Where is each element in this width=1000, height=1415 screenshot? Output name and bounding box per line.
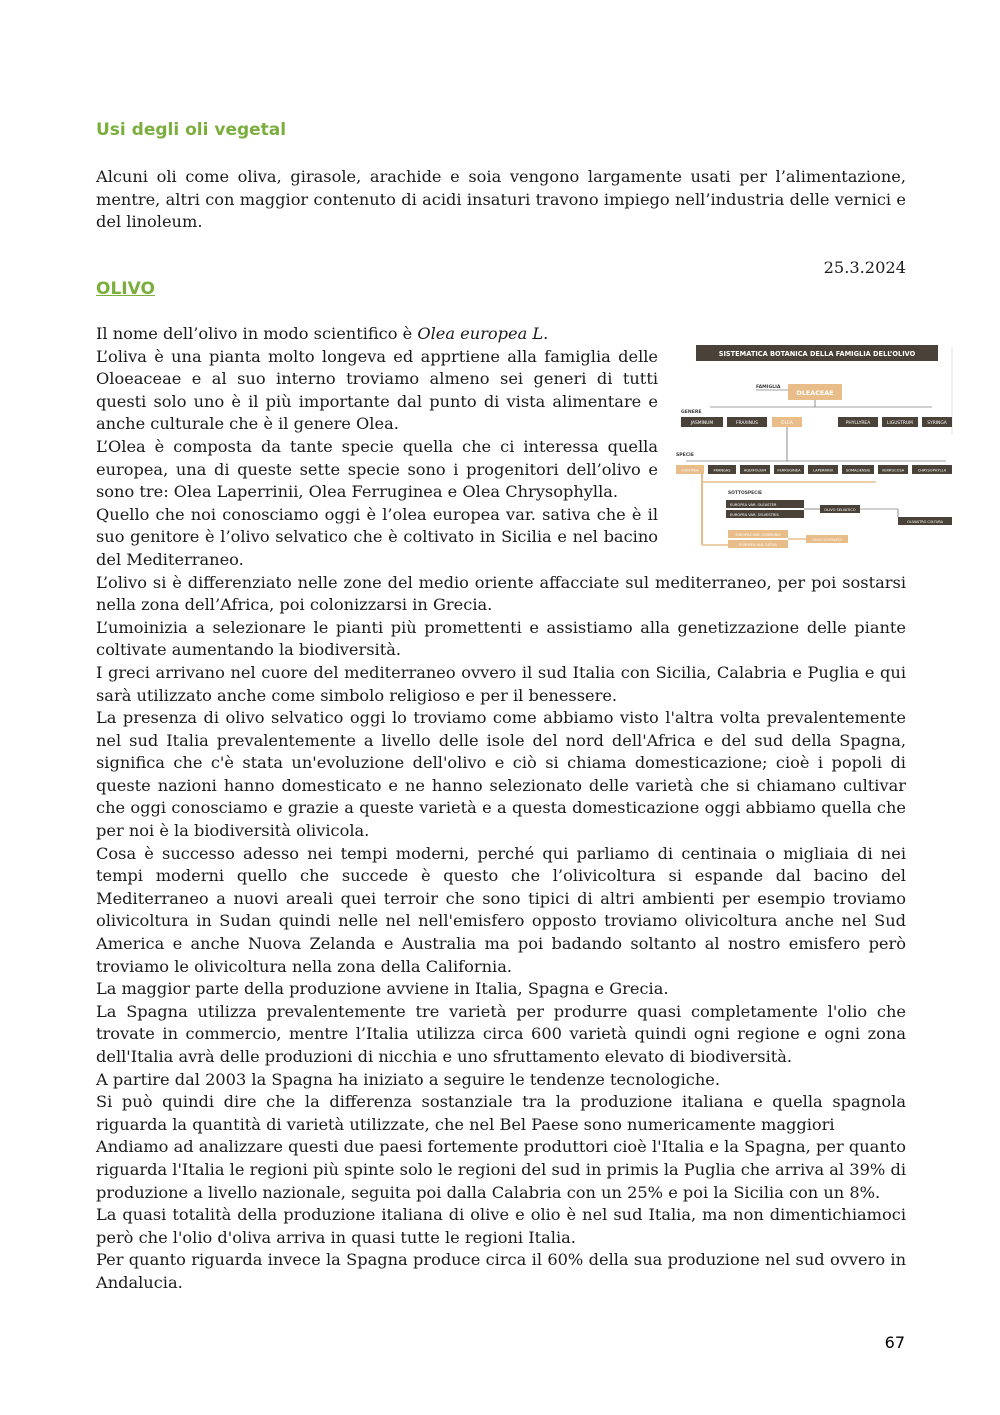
p1-end: .: [543, 324, 549, 343]
paragraph-16: Per quanto riguarda invece la Spagna produce circa il 60% della sua produzione nel sud ovvero in Andalucia.: [96, 1250, 906, 1292]
genere-phyllyrea: PHYLLYREA: [845, 421, 871, 426]
specie-ferruginea: FERRUGINEA: [777, 468, 801, 473]
famiglia-name: OLEACEAE: [796, 389, 834, 397]
scientific-name: Olea europea L: [417, 324, 544, 343]
specie-europea: EUROPEA: [681, 468, 699, 473]
genere-label: GENERE: [681, 410, 702, 415]
sottospecie-sylvestris: EUROPEA VAR. SYLVESTRIS: [730, 513, 779, 517]
paragraph-9: Cosa è successo adesso nei tempi moderni, perché qui parliamo di centinaia o migliaia di nei tempi moderni quello che succede è questo che l’olivicoltura si espande dal bacino del Mediterraneo a nuovi areali quei terroir che sono tipici di altri ambienti per esempio troviamo olivicoltura in Sudan quindi nelle nel nell'emisfero opposto troviamo olivicoltura anche nel Sud America e anche Nuova Zelanda e Australia ma poi badando soltanto al nostro emisfero però troviamo le olivicoltura nella zona della California.: [96, 843, 906, 976]
intro-paragraph: Alcuni oli come oliva, girasole, arachide e soia vengono largamente usati per l’alimentazione, mentre, altri con maggior contenuto di acidi insaturi travono impiego nell’industria delle vernici e del linoleum.: [96, 167, 906, 232]
specie-frangas: FRANGAS: [713, 468, 731, 473]
paragraph-11: La Spagna utilizza prevalentemente tre varietà per produrre quasi completamente l'olio che trovate in commercio, mentre l’Italia utilizza circa 600 varietà quindi ogni regione e ogni zona dell'Italia avrà delle produzioni di nicchia e uno sfruttamento elevato di biodiversità.: [96, 1001, 906, 1066]
paragraph-14: Andiamo ad analizzare questi due paesi fortemente produttori cioè l'Italia e la Spagna, per quanto riguarda l'Italia le regioni più spinte solo le regioni del sud in primis la Puglia che arriva al 39% di produzione a livello nazionale, seguita poi dalla Calabria con un 25% e poi la Sicilia con un 8%.: [96, 1137, 906, 1202]
specie-label: SPECIE: [676, 453, 695, 458]
date: 25.3.2024: [823, 258, 906, 277]
paragraph-12: A partire dal 2003 la Spagna ha iniziato a seguire le tendenze tecnologiche.: [96, 1069, 720, 1089]
sottospecie-oleaster: EUROPEA VAR. OLEASTER: [730, 503, 777, 507]
olivastro-coltura: OLIVASTRO COLTURA: [907, 520, 943, 524]
specie-chrysophylla: CHRYSOPHYLLA: [917, 468, 947, 473]
paragraph-7: I greci arrivano nel cuore del mediterraneo ovvero il sud Italia con Sicilia, Calabria e Puglia e qui sarà utilizzato anche come simbolo religioso e per il benessere.: [96, 662, 906, 705]
paragraph-8: La presenza di olivo selvatico oggi lo troviamo come abbiamo visto l'altra volta prevalentemente nel sud Italia prevalentemente a livello delle isole del nord dell'Africa e del sud della Spagna, significa che c'è stata un'evoluzione dell'olivo e ciò si chiama domesticazione; cioè i popoli di queste nazioni hanno domesticato e ne hanno selezionato delle varietà che si chiamano cultivar che oggi conosciamo e grazie a queste varietà e a questa domesticazione oggi abbiamo quella che per noi è la biodiversità olivicola.: [96, 708, 906, 841]
genere-olea: OLEA: [781, 421, 793, 426]
diagram-title: SISTEMATICA BOTANICA DELLA FAMIGLIA DELL’OLIVO: [718, 350, 916, 358]
paragraph-13: Si può quindi dire che la differenza sostanziale tra la produzione italiana e quella spagnola riguarda la quantità di varietà utilizzate, che nel Bel Paese sono numericamente maggiori: [96, 1092, 906, 1134]
paragraph-5: L’olivo si è differenziato nelle zone del medio oriente affacciate sul mediterraneo, per poi sostarsi nella zona dell’Africa, poi colonizzarsi in Grecia.: [96, 572, 906, 615]
olive-taxonomy-diagram: [676, 345, 956, 560]
heading-olive: OLIVO: [96, 279, 155, 299]
genere-syringa: SYRINGA: [927, 421, 947, 426]
specie-aquifolium: AQUIFOLIUM: [743, 468, 767, 473]
p1-text: Il nome dell’olivo in modo scientifico è: [96, 324, 418, 343]
sativa-sativa: EUROPEA VAR. SATIVA: [739, 543, 777, 547]
famiglia-label: FAMIGLIA: [756, 385, 781, 390]
genere-ligustrum: LIGUSTRUM: [887, 421, 913, 426]
olivo-coltivato: OLIVO COLTIVATO: [812, 538, 842, 542]
sativa-communis: EUROPEA VAR. COMMUNIS: [735, 533, 781, 537]
specie-verrucosa: VERRUCOSA: [881, 468, 905, 473]
specie-laperrinii: LAPERRINII: [813, 468, 833, 473]
sottospecie-label: SOTTOSPECIE: [728, 491, 762, 496]
genere-jasminum: JASMINUM: [690, 421, 714, 426]
paragraph-6: L’umoinizia a selezionare le pianti più promettenti e assistiamo alla genetizzazione delle piante coltivate aumentando la biodiversità.: [96, 617, 906, 660]
paragraph-1: [96, 323, 658, 346]
page-number: 67: [884, 1333, 905, 1352]
paragraph-4: Quello che noi conosciamo oggi è l’olea europea var. sativa che è il suo genitore è l’olivo selvatico che è coltivato in Sicilia e nel bacino del Mediterraneo.: [96, 504, 658, 569]
paragraph-3: L’Olea è composta da tante specie quella che ci interessa quella europea, una di queste sette specie sono i progenitori dell’olivo e sono tre: Olea Laperrinii, Olea Ferruginea e Olea Chrysophylla.: [96, 436, 658, 502]
paragraph-2: L’oliva è una pianta molto longeva ed apprtiene alla famiglia delle Oloeaceae e al suo interno troviamo almeno sei generi di tutti questi solo uno è il più importante dal punto di vista alimentare e anche culturale che è il genere Olea.: [96, 346, 658, 434]
specie-somaliensis: SOMALIENSIS: [845, 468, 871, 473]
olivo-selvatico: OLIVO SELVATICO: [824, 508, 856, 512]
genere-fraxinus: FRAXINUS: [736, 421, 758, 426]
heading-uses: Usi degli oli vegetal: [96, 120, 287, 140]
paragraph-15: La quasi totalità della produzione italiana di olive e olio è nel sud Italia, ma non dimentichiamoci però che l'olio d'oliva arriva in quasi tutte le regioni Italia.: [96, 1205, 906, 1247]
paragraph-10: La maggior parte della produzione avviene in Italia, Spagna e Grecia.: [96, 979, 669, 999]
